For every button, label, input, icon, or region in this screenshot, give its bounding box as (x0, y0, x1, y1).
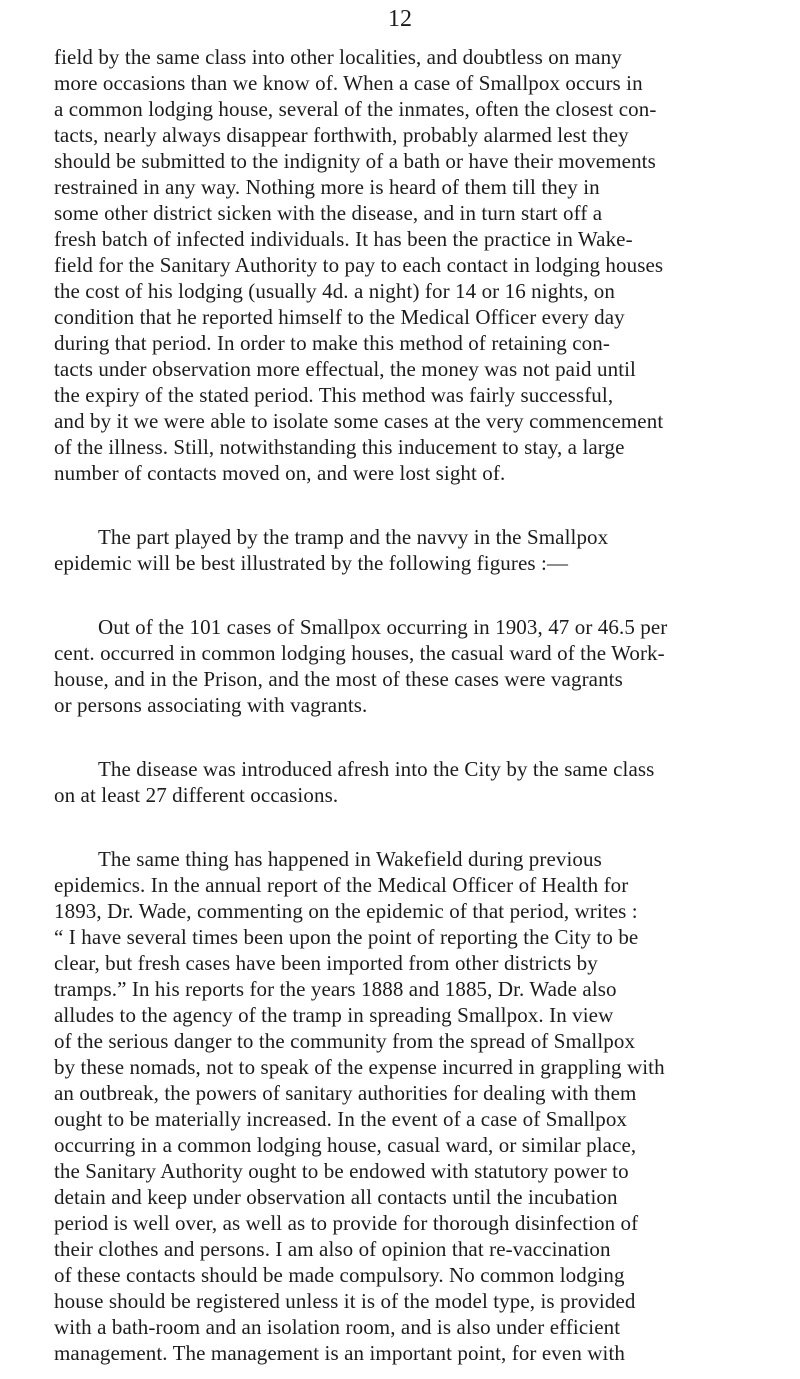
paragraph-line: epidemic will be best illustrated by the following figures :— (54, 551, 569, 575)
paragraph-line: should be submitted to the indignity of a bath or have their movements (54, 149, 656, 173)
paragraph-line: their clothes and persons. I am also of opinion that re-vaccination (54, 1237, 611, 1261)
paragraph-line: some other district sicken with the disease, and in turn start off a (54, 201, 603, 225)
paragraph-line: house, and in the Prison, and the most of these cases were vagrants (54, 667, 623, 691)
page-number: 12 (388, 6, 412, 32)
paragraph-line: management. The management is an important point, for even with (54, 1341, 626, 1365)
paragraph-line: the Sanitary Authority ought to be endowed with statutory power to (54, 1159, 629, 1183)
paragraph-line: of the serious danger to the community from the spread of Smallpox (54, 1029, 636, 1053)
paragraph-line: epidemics. In the annual report of the Medical Officer of Health for (54, 873, 629, 897)
paragraph-line: house should be registered unless it is of the model type, is provided (54, 1289, 636, 1313)
paragraph-line: ought to be materially increased. In the event of a case of Smallpox (54, 1107, 628, 1131)
paragraph-line: tacts under observation more effectual, the money was not paid until (54, 357, 636, 381)
paragraph-line: “ I have several times been upon the point of reporting the City to be (54, 925, 639, 949)
paragraph-line: more occasions than we know of. When a case of Smallpox occurs in (54, 71, 643, 95)
paragraph-line: of the illness. Still, notwithstanding this inducement to stay, a large (54, 435, 625, 459)
paragraph-first-line: field by the same class into other localities, and doubtless on many (54, 45, 622, 69)
paragraph-line: number of contacts moved on, and were lost sight of. (54, 461, 506, 485)
paragraph-line: tramps.” In his reports for the years 1888 and 1885, Dr. Wade also (54, 977, 617, 1001)
paragraph-first-line: Out of the 101 cases of Smallpox occurring in 1903, 47 or 46.5 per (98, 615, 668, 639)
paragraph-first-line: The disease was introduced afresh into the City by the same class (98, 757, 655, 781)
paragraph-line: 1893, Dr. Wade, commenting on the epidemic of that period, writes : (54, 899, 638, 923)
paragraph-line: by these nomads, not to speak of the expense incurred in grappling with (54, 1055, 665, 1079)
paragraph-line: clear, but fresh cases have been imported from other districts by (54, 951, 598, 975)
paragraph-line: and by it we were able to isolate some cases at the very commencement (54, 409, 664, 433)
paragraph-line: with a bath-room and an isolation room, and is also under efficient (54, 1315, 621, 1339)
paragraph-line: an outbreak, the powers of sanitary authorities for dealing with them (54, 1081, 637, 1105)
paragraph-line: period is well over, as well as to provide for thorough disinfection of (54, 1211, 639, 1235)
paragraph-line: on at least 27 different occasions. (54, 783, 339, 807)
paragraph-line: or persons associating with vagrants. (54, 693, 368, 717)
paragraph-line: the expiry of the stated period. This method was fairly successful, (54, 383, 614, 407)
paragraph-line: a common lodging house, several of the inmates, often the closest con- (54, 97, 657, 121)
paragraph-first-line: The part played by the tramp and the navvy in the Smallpox (98, 525, 609, 549)
paragraph-line: occurring in a common lodging house, casual ward, or similar place, (54, 1133, 637, 1157)
paragraph-line: during that period. In order to make this method of retaining con- (54, 331, 610, 355)
paragraph-line: condition that he reported himself to the Medical Officer every day (54, 305, 625, 329)
paragraph-line: restrained in any way. Nothing more is heard of them till they in (54, 175, 600, 199)
paragraph-line: the cost of his lodging (usually 4d. a night) for 14 or 16 nights, on (54, 279, 616, 303)
paragraph-line: of these contacts should be made compulsory. No common lodging (54, 1263, 625, 1287)
paragraph-line: fresh batch of infected individuals. It has been the practice in Wake- (54, 227, 633, 251)
paragraph-line: cent. occurred in common lodging houses, the casual ward of the Work- (54, 641, 665, 665)
paragraph-line: tacts, nearly always disappear forthwith, probably alarmed lest they (54, 123, 629, 147)
paragraph-first-line: The same thing has happened in Wakefield during previous (98, 847, 602, 871)
paragraph-line: alludes to the agency of the tramp in spreading Smallpox. In view (54, 1003, 614, 1027)
paragraph-line: field for the Sanitary Authority to pay to each contact in lodging houses (54, 253, 664, 277)
paragraph-line: detain and keep under observation all contacts until the incubation (54, 1185, 618, 1209)
